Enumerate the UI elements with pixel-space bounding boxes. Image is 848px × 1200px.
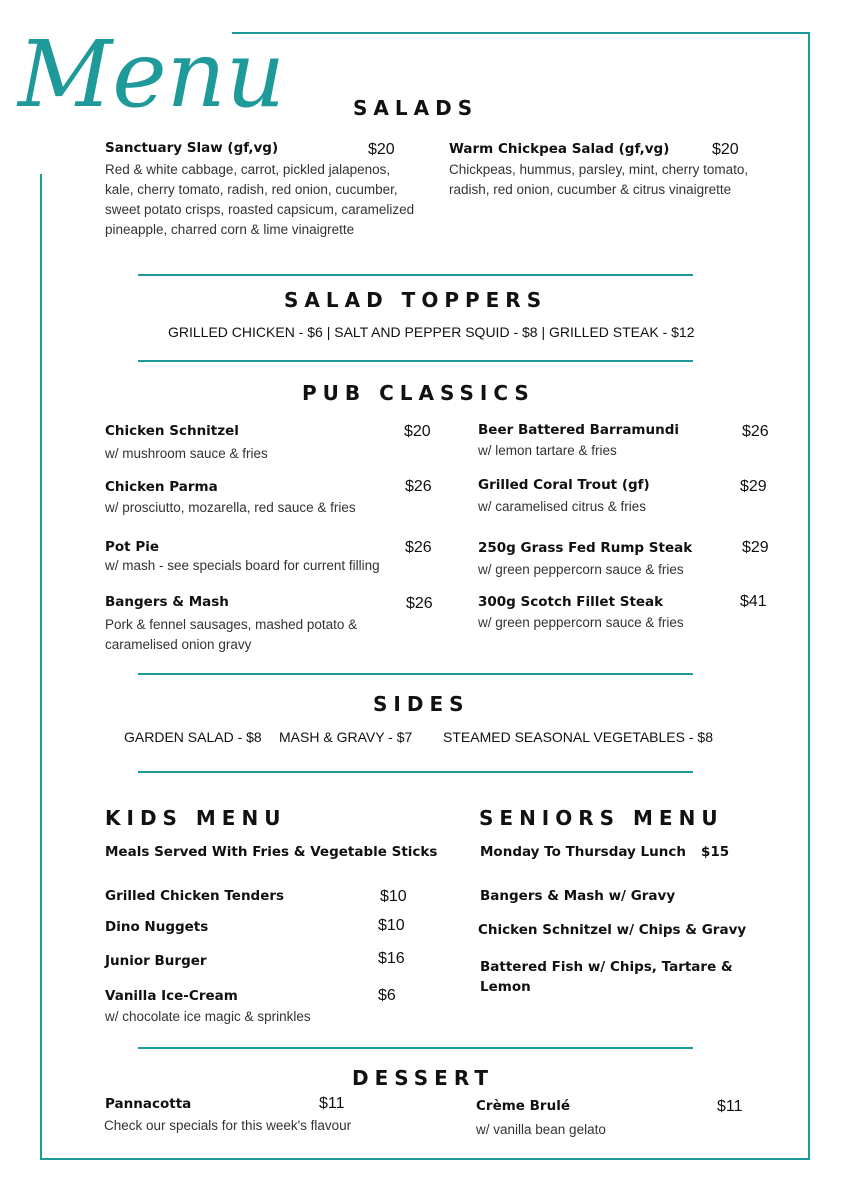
sides-item-vegetables: STEAMED SEASONAL VEGETABLES - $8 [443, 729, 713, 745]
section-divider [138, 274, 693, 276]
sides-heading: SIDES [373, 692, 470, 716]
pub-name-pot-pie: Pot Pie [105, 539, 159, 555]
pub-price-pot-pie: $26 [405, 539, 432, 556]
menu-logo-text: Menu [18, 21, 286, 128]
pub-desc-barramundi: w/ lemon tartare & fries [478, 443, 617, 458]
seniors-menu-price: $15 [701, 844, 730, 860]
pub-name-scotch-fillet: 300g Scotch Fillet Steak [478, 594, 664, 610]
kids-menu-heading: KIDS MENU [105, 806, 287, 830]
seniors-menu-heading: SENIORS MENU [479, 806, 724, 830]
salad-price-warm-chickpea: $20 [712, 141, 739, 158]
dessert-desc-pannacotta: Check our specials for this week's flavour [104, 1118, 352, 1133]
kids-price-tenders: $10 [380, 888, 407, 905]
dessert-heading: DESSERT [352, 1066, 494, 1090]
pub-name-bangers-mash: Bangers & Mash [105, 594, 229, 610]
pub-price-coral-trout: $29 [740, 478, 767, 495]
kids-name-ice-cream: Vanilla Ice-Cream [105, 988, 238, 1004]
pub-desc-chicken-schnitzel: w/ mushroom sauce & fries [105, 446, 268, 461]
dessert-name-pannacotta: Pannacotta [105, 1096, 192, 1112]
pub-price-barramundi: $26 [742, 423, 769, 440]
pub-name-rump-steak: 250g Grass Fed Rump Steak [478, 540, 693, 556]
pub-desc-scotch-fillet: w/ green peppercorn sauce & fries [478, 615, 684, 630]
dessert-name-creme-brule: Crème Brulé [476, 1098, 570, 1114]
pub-price-rump-steak: $29 [742, 539, 769, 556]
section-divider [138, 360, 693, 362]
frame-bottom-border [40, 1158, 810, 1160]
pub-classics-heading: PUB CLASSICS [302, 381, 535, 405]
salad-name-sanctuary-slaw: Sanctuary Slaw (gf,vg) [105, 140, 279, 156]
salad-price-sanctuary-slaw: $20 [368, 141, 395, 158]
pub-desc-coral-trout: w/ caramelised citrus & fries [478, 499, 647, 514]
salads-heading: SALADS [353, 96, 479, 120]
pub-price-scotch-fillet: $41 [740, 593, 767, 610]
sides-item-garden-salad: GARDEN SALAD - $8 [124, 729, 262, 745]
pub-name-chicken-schnitzel: Chicken Schnitzel [105, 423, 239, 439]
section-divider [138, 1047, 693, 1049]
salad-toppers-line: GRILLED CHICKEN - $6 | SALT AND PEPPER SQUID - $8 | GRILLED STEAK - $12 [168, 324, 695, 340]
pub-desc-rump-steak: w/ green peppercorn sauce & fries [478, 562, 684, 577]
salad-name-warm-chickpea: Warm Chickpea Salad (gf,vg) [449, 141, 670, 157]
kids-price-dino-nuggets: $10 [378, 917, 405, 934]
kids-price-ice-cream: $6 [378, 987, 396, 1004]
dessert-price-pannacotta: $11 [319, 1095, 345, 1112]
kids-menu-subtitle: Meals Served With Fries & Vegetable Sticks [105, 844, 438, 860]
kids-name-dino-nuggets: Dino Nuggets [105, 919, 209, 935]
sides-item-mash-gravy: MASH & GRAVY - $7 [279, 729, 413, 745]
dessert-desc-creme-brule: w/ vanilla bean gelato [476, 1122, 606, 1137]
pub-price-chicken-schnitzel: $20 [404, 423, 431, 440]
section-divider [138, 673, 693, 675]
pub-name-barramundi: Beer Battered Barramundi [478, 422, 680, 438]
dessert-price-creme-brule: $11 [717, 1098, 743, 1115]
seniors-menu-subtitle: Monday To Thursday Lunch [480, 844, 686, 860]
frame-top-border [232, 32, 810, 34]
seniors-item-battered-fish: Battered Fish w/ Chips, Tartare & Lemon [480, 959, 733, 995]
pub-name-coral-trout: Grilled Coral Trout (gf) [478, 477, 650, 493]
frame-left-border [40, 174, 42, 1160]
pub-name-chicken-parma: Chicken Parma [105, 479, 218, 495]
kids-name-tenders: Grilled Chicken Tenders [105, 888, 285, 904]
pub-price-chicken-parma: $26 [405, 478, 432, 495]
kids-price-junior-burger: $16 [378, 950, 405, 967]
kids-desc-ice-cream: w/ chocolate ice magic & sprinkles [105, 1009, 311, 1024]
pub-price-bangers-mash: $26 [406, 595, 433, 612]
seniors-item-schnitzel: Chicken Schnitzel w/ Chips & Gravy [478, 922, 747, 938]
seniors-item-bangers: Bangers & Mash w/ Gravy [480, 888, 676, 904]
salad-toppers-heading: SALAD TOPPERS [284, 288, 548, 312]
frame-right-border [808, 32, 810, 1160]
section-divider [138, 771, 693, 773]
pub-desc-bangers-mash: Pork & fennel sausages, mashed potato & caramelised onion gravy [105, 617, 358, 652]
menu-logo [14, 10, 286, 134]
kids-name-junior-burger: Junior Burger [105, 953, 207, 969]
pub-desc-chicken-parma: w/ prosciutto, mozarella, red sauce & fries [105, 500, 356, 515]
salad-desc-warm-chickpea: Chickpeas, hummus, parsley, mint, cherry tomato, radish, red onion, cucumber & citrus vinaigrette [449, 162, 749, 197]
pub-desc-pot-pie: w/ mash - see specials board for current filling [105, 558, 380, 573]
salad-desc-sanctuary-slaw: Red & white cabbage, carrot, pickled jalapenos, kale, cherry tomato, radish, red onion, cucumber, sweet potato crisps, roasted capsicum, caramelized pineapple, charred corn & lime vinaigrette [105, 162, 415, 237]
